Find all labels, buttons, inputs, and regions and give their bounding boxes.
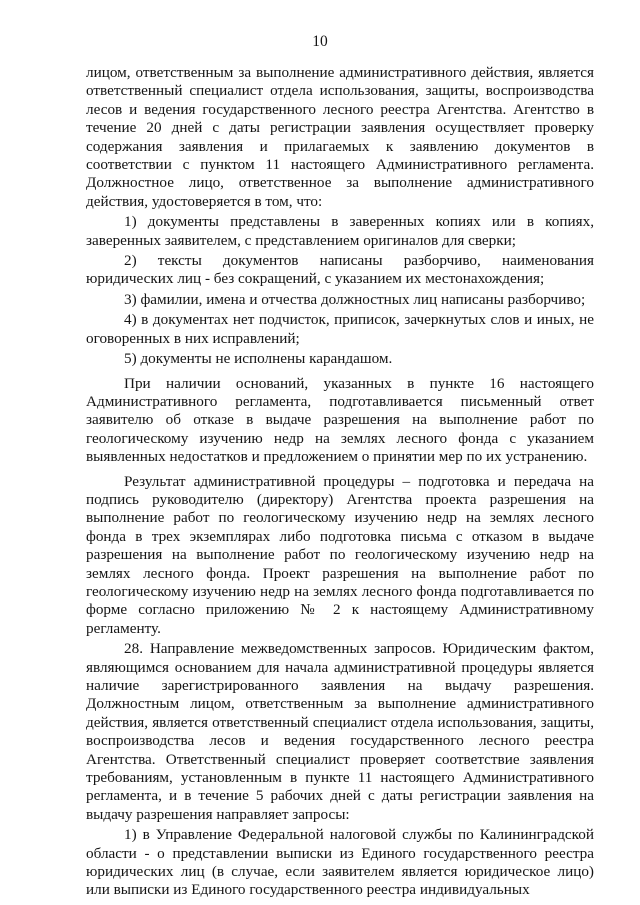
list-item-1-copies: 1) документы представлены в заверенных копиях или в копиях, заверенных заявителем, с представлением оригиналов для сверки;: [86, 213, 594, 249]
document-body: [86, 64, 594, 902]
list-item-2-legible-texts: 2) тексты документов написаны разборчиво, наименования юридических лиц - без сокращений, с указанием их местонахождения;: [86, 252, 594, 288]
paragraph-tax-service-request: 1) в Управление Федеральной налоговой службы по Калининградской области - о представлении выписки из Единого государственного реестра юридических лиц (в случае, если заявителем является юридическое лицо) или выписки из Единого государственного реестра индивидуальных: [86, 826, 594, 899]
paragraph-refusal: При наличии оснований, указанных в пункте 16 настоящего Административного регламента, подготавливается письменный ответ заявителю об отказе в выдаче разрешения на выполнение работ по геологическому изучению недр на землях лесного фонда с указанием выявленных недостатков и предложением о принятии мер по их устранению.: [86, 374, 594, 466]
paragraph-responsible-person: лицом, ответственным за выполнение административного действия, является ответственный специалист отдела использования, защиты, воспроизводства лесов и ведения государственного лесного реестра Агентства. Агентство в течение 20 дней с даты регистрации заявления осуществляет проверку содержания заявления и прилагаемых к заявлению документов в соответствии с пунктом 11 настоящего Административного регламента. Должностное лицо, ответственное за выполнение административного действия, удостоверяется в том, что:: [86, 64, 594, 210]
page-number: 10: [312, 33, 328, 50]
paragraph-procedure-result: Результат административной процедуры – подготовка и передача на подпись руководителю (директору) Агентства проекта разрешения на выполнение работ по геологическому изучению недр на землях лесного фонда в трех экземплярах либо подготовка письма с отказом в выдаче разрешения на выполнение работ по геологическому изучению недр на землях лесного фонда. Проект разрешения на выполнение работ по геологическому изучению недр на землях лесного фонда подготавливается по форме согласно приложению № 2 к настоящему Административному регламенту.: [86, 472, 594, 637]
paragraph-item-28: 28. Направление межведомственных запросов. Юридическим фактом, являющимся основанием для начала административной процедуры является наличие зарегистрированного заявления на выдачу разрешения. Должностным лицом, ответственным за выполнение административного действия, является ответственный специалист отдела использования, защиты, воспроизводства лесов и ведения государственного лесного реестра Агентства. Ответственный специалист проверяет соответствие заявления требованиям, установленным в пункте 11 настоящего Административного регламента, и в течение 5 рабочих дней с даты регистрации заявления на выдачу разрешения направляет запросы:: [86, 640, 594, 823]
list-item-4-no-corrections: 4) в документах нет подчисток, приписок, зачеркнутых слов и иных, не оговоренных в них исправлений;: [86, 311, 594, 347]
list-item-5-no-pencil: 5) документы не исполнены карандашом.: [124, 350, 393, 368]
list-item-3-names: 3) фамилии, имена и отчества должностных лиц написаны разборчиво;: [124, 290, 586, 308]
